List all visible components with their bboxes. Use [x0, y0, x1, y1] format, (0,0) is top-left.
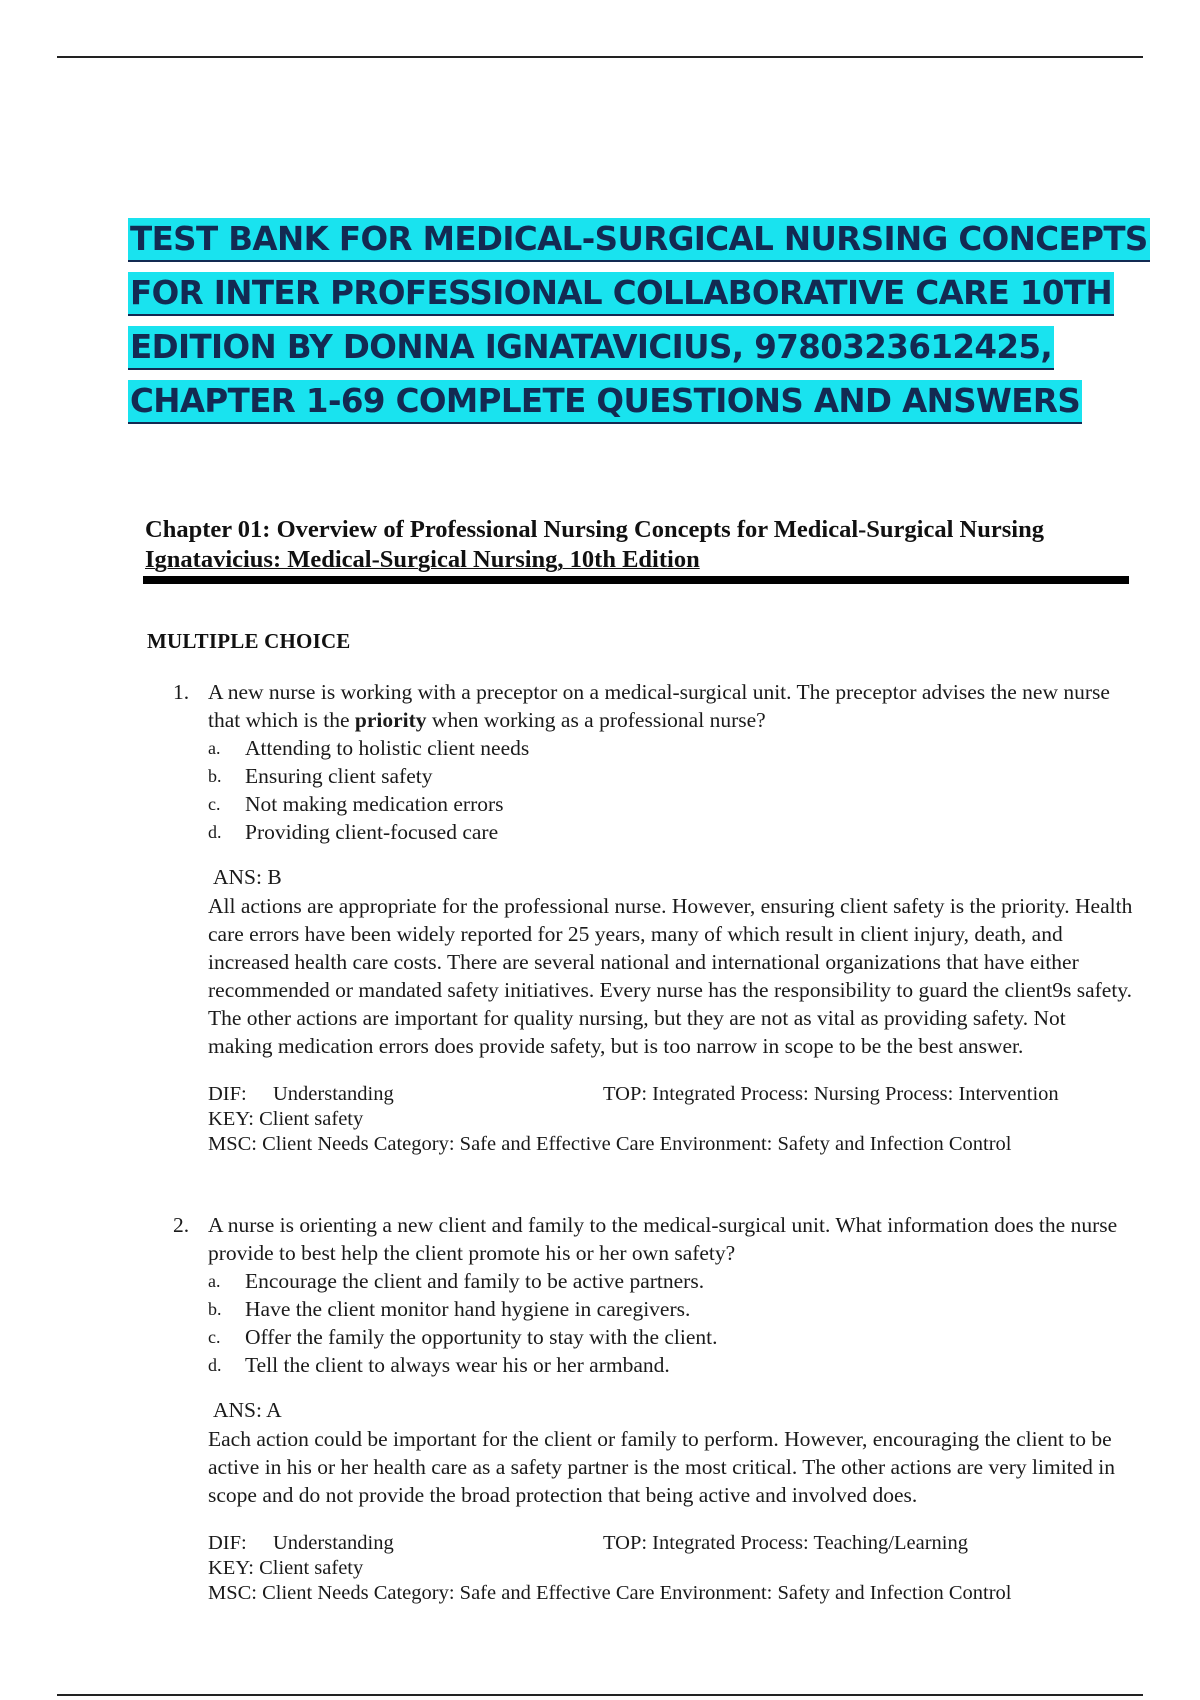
option-letter: c.: [208, 1327, 221, 1347]
title-line-2: FOR INTER PROFESSIONAL COLLABORATIVE CARE 10TH: [128, 272, 1114, 316]
question-stem: A nurse is orienting a new client and family to the medical-surgical unit. What information does the nurse provide to best help the client promote his or her own safety?: [208, 1213, 1118, 1265]
option-letter: a.: [208, 738, 221, 758]
option-c: [208, 1323, 1133, 1351]
chapter-title: Chapter 01: Overview of Professional Nursing Concepts for Medical-Surgical Nursing: [145, 516, 1044, 543]
option-text: Encourage the client and family to be active partners.: [245, 1269, 705, 1293]
keyword: KEY: Client safety: [208, 1108, 364, 1130]
rationale: All actions are appropriate for the professional nurse. However, ensuring client safety is the priority. Health care errors have been widely reported for 25 years, many of which result in client injury, death, and increased health care costs. There are several national and international organizations that have either recommended or mandated safety initiatives. Every nurse has the responsibility to guard the client9s safety. The other actions are important for quality nursing, but they are not as vital as providing safety. Not making medication errors does provide safety, but is too narrow in scope to be the best answer.: [208, 894, 1133, 1058]
topic: TOP: Integrated Process: Teaching/Learning: [603, 1532, 968, 1554]
question-2: [173, 1211, 1133, 1606]
question-number: 1.: [173, 680, 190, 704]
option-a: [208, 734, 1133, 762]
difficulty-label: DIF:: [208, 1083, 247, 1105]
difficulty: [208, 1531, 603, 1556]
option-b: [208, 1295, 1133, 1323]
difficulty-label: DIF:: [208, 1532, 247, 1554]
option-letter: d.: [208, 1355, 222, 1375]
option-letter: b.: [208, 766, 222, 786]
difficulty-value: Understanding: [273, 1083, 394, 1105]
title-line-1: TEST BANK FOR MEDICAL-SURGICAL NURSING CONCEPTS: [128, 218, 1150, 262]
option-text: Not making medication errors: [245, 792, 504, 816]
title-line-3: EDITION BY DONNA IGNATAVICIUS, 9780323612425,: [128, 326, 1054, 370]
option-letter: d.: [208, 822, 222, 842]
answer: ANS: A: [213, 1398, 282, 1422]
rationale: Each action could be important for the client or family to perform. However, encouraging the client to be active in his or her health care as a safety partner is the most critical. The other actions are very limited in scope and do not provide the broad protection that being active and involved does.: [208, 1427, 1116, 1507]
option-text: Ensuring client safety: [245, 764, 433, 788]
section-heading: MULTIPLE CHOICE: [147, 629, 351, 653]
title-line-4: CHAPTER 1-69 COMPLETE QUESTIONS AND ANSWERS: [128, 380, 1082, 424]
option-text: Providing client-focused care: [245, 820, 499, 844]
top-divider: [57, 56, 1143, 58]
chapter-divider-bar: [143, 576, 1129, 584]
difficulty-value: Understanding: [273, 1532, 394, 1554]
client-needs-category: MSC: Client Needs Category: Safe and Effective Care Environment: Safety and Infection Control: [208, 1582, 1012, 1604]
option-a: [208, 1267, 1133, 1295]
option-letter: b.: [208, 1299, 222, 1319]
chapter-heading: [145, 515, 1135, 575]
option-text: Have the client monitor hand hygiene in caregivers.: [245, 1297, 691, 1321]
stem-text: A new nurse is working with a preceptor on a medical-surgical unit. The preceptor advises the new nurse that which is the: [208, 680, 1110, 732]
question-number: 2.: [173, 1213, 190, 1237]
bottom-divider: [57, 1694, 1143, 1696]
topic: TOP: Integrated Process: Nursing Process: Intervention: [603, 1083, 1059, 1105]
keyword: KEY: Client safety: [208, 1557, 364, 1579]
question-metadata: [208, 1531, 1133, 1606]
difficulty: [208, 1082, 603, 1107]
option-d: [208, 1351, 1133, 1379]
option-text: Attending to holistic client needs: [245, 736, 530, 760]
question-1: [173, 678, 1133, 1157]
option-letter: c.: [208, 794, 221, 814]
document-title: [128, 215, 1148, 431]
question-stem: [208, 678, 1133, 734]
client-needs-category: MSC: Client Needs Category: Safe and Effective Care Environment: Safety and Infection Control: [208, 1133, 1012, 1155]
option-b: [208, 762, 1133, 790]
option-text: Offer the family the opportunity to stay with the client.: [245, 1325, 718, 1349]
option-letter: a.: [208, 1271, 221, 1291]
stem-text-end: when working as a professional nurse?: [426, 708, 766, 732]
question-metadata: [208, 1082, 1133, 1157]
option-c: [208, 790, 1133, 818]
option-d: [208, 818, 1133, 846]
book-reference: Ignatavicius: Medical-Surgical Nursing, 10th Edition: [145, 546, 700, 573]
option-text: Tell the client to always wear his or her armband.: [245, 1353, 670, 1377]
answer: ANS: B: [213, 865, 282, 889]
stem-emphasis: priority: [354, 708, 427, 732]
